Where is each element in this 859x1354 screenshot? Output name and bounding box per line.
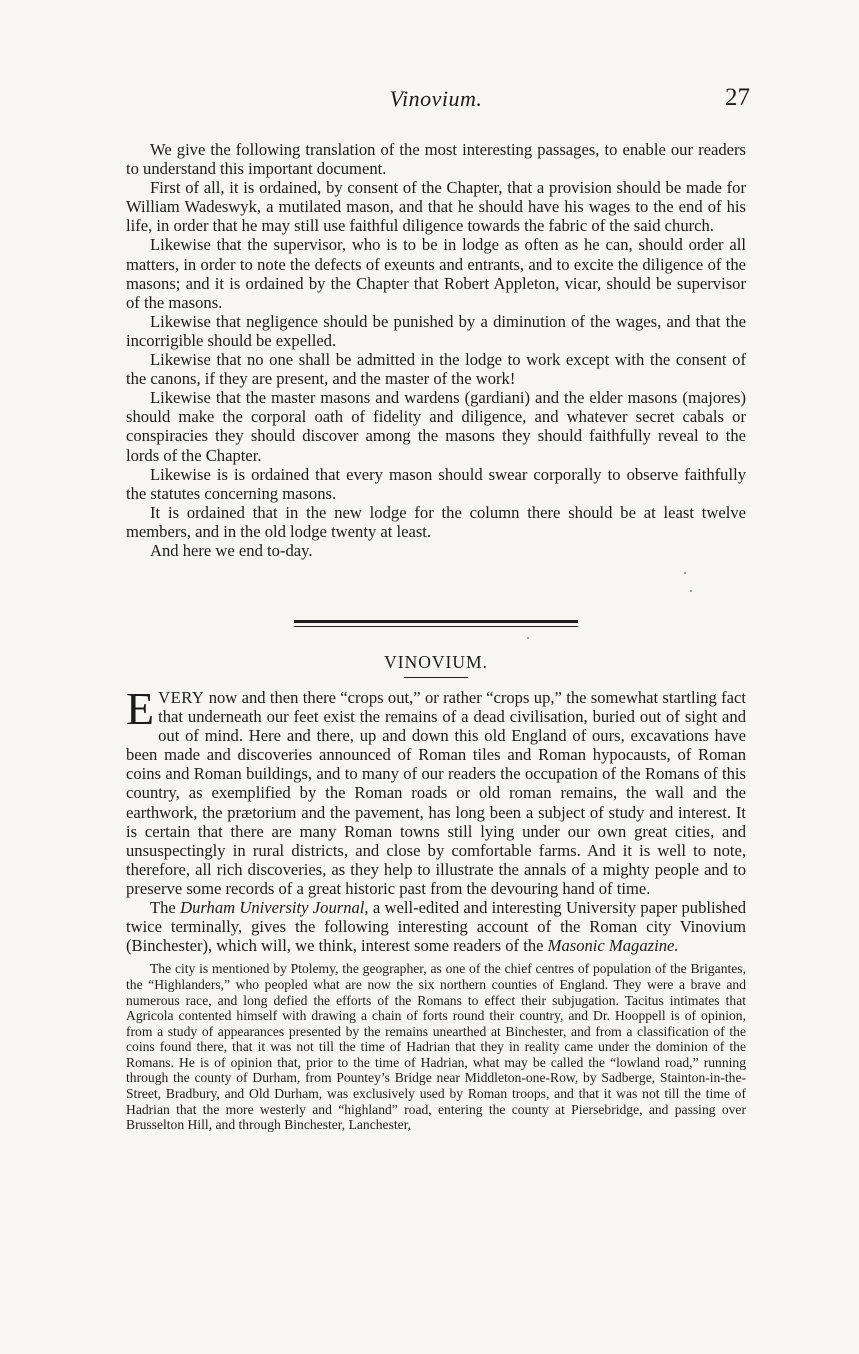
title-underline xyxy=(404,677,468,678)
article-body xyxy=(126,683,747,1133)
quote-paragraph: The city is mentioned by Ptolemy, the geographer, as one of the chief centres of population of the Brigantes, the “Highlanders,” who peopled what are now the six northern counties of England. They were a brave and numerous race, and long defied the efforts of the Romans to effect their subjugation. Tacitus intimates that Agricola contented himself with drawing a chain of forts round their country, and Dr. Hooppell is of opinion, from a study of appearances presented by the remains unearthed at Binchester, and from a classification of the coins found there, that it was not till the time of Hadrian that they in reality came under the dominion of the Romans. He is of opinion that, prior to the time of Hadrian, what may be called the “lowland road,” running through the county of Durham, from Pountey’s Bridge near Middleton-one-Row, by Sadberge, Stainton-in-the-Street, Bradbury, and Old Durham, was exclusively used by Roman troops, and that it was not till the time of Hadrian that the more westerly and “highland” road, entering the county at Piersebridge, and passing over Brusselton Hill, and through Binchester, Lanchester, xyxy=(126,961,746,1133)
running-head xyxy=(126,84,750,116)
translation-paragraph: Likewise that the supervisor, who is to be in lodge as often as he can, should order all matters, in order to note the defects of exeunts and entrants, and to excite the diligence of the masons; and it is ordained by the Chapter that Robert Appleton, vicar, should be supervisor of the masons. xyxy=(126,235,746,312)
print-speck xyxy=(527,637,529,639)
translation-paragraph: Likewise that the master masons and wardens (gardiani) and the elder masons (majores) should make the corporal oath of fidelity and diligence, and whatever secret cabals or conspiracies they should discover among the masons they should faithfully reveal to the lords of the Chapter. xyxy=(126,388,746,465)
drop-cap: E xyxy=(126,683,155,734)
translation-text xyxy=(126,140,746,560)
journal-name: Durham University Journal, xyxy=(180,898,369,918)
article-paragraph xyxy=(126,898,746,955)
print-speck xyxy=(690,590,692,592)
running-title: Vinovium. xyxy=(389,86,483,111)
translation-paragraph: Likewise is is ordained that every mason should swear corporally to observe faithfully the statutes concerning masons. xyxy=(126,464,746,503)
article-lead-paragraph xyxy=(126,683,746,898)
lead-text: now and then there “crops out,” or rather “crops up,” the somewhat startling fact that underneath our feet exist the remains of a dead civilisation, buried out of sight and out of mind. Here and there, up and down this old England of ours, excavations have been made and discoveries announced of Roman tiles and Roman hypocausts, of Roman coins and Roman buildings, and to many of our readers the occupation of the Romans of this country, as exemplified by the Roman roads or old roman remains, the wall and the earthwork, the prætorium and the pavement, has long been a subject of study and interest. It is certain that there are many Roman towns still lying under our own great cities, and unsuspectingly in rural districts, and close by comfortable farms. And it is well to note, therefore, all rich discoveries, as they help to illustrate the annals of a mighty people and to preserve some records of a great historic past from the devouring hand of time. xyxy=(126,688,746,898)
article-title: VINOVIUM. xyxy=(384,652,488,672)
translation-paragraph: First of all, it is ordained, by consent of the Chapter, that a provision should be made for William Wadeswyk, a mutilated mason, and that he should have his wages to the end of his life, in order that he may still use faithful diligence towards the fabric of the said church. xyxy=(126,178,746,236)
p2-start: The xyxy=(150,898,181,918)
divider-thick-rule xyxy=(294,620,578,623)
magazine-name: Masonic Magazine. xyxy=(547,936,679,956)
translation-paragraph: Likewise that negligence should be punished by a diminution of the wages, and that the incorrigible should be expelled. xyxy=(126,311,746,350)
lead-caps: VERY xyxy=(158,688,205,707)
translation-paragraph: We give the following translation of the most interesting passages, to enable our readers to understand this important document. xyxy=(126,140,746,179)
page-number: 27 xyxy=(725,84,750,111)
section-divider xyxy=(294,620,578,627)
divider-thin-rule xyxy=(294,626,578,627)
print-speck xyxy=(684,572,686,574)
translation-paragraph: Likewise that no one shall be admitted in the lodge to work except with the consent of the canons, if they are present, and the master of the work! xyxy=(126,350,746,389)
translation-paragraph: It is ordained that in the new lodge for the column there should be at least twelve members, and in the old lodge twenty at least. xyxy=(126,502,746,541)
quoted-extract xyxy=(126,961,746,1133)
translation-paragraph: And here we end to-day. xyxy=(150,540,313,560)
p2-mid: a well-edited and interesting University paper published twice terminally, gives the following interesting account of the Roman city Vinovium (Binchester), which will, we think, interest some readers of the xyxy=(126,898,747,956)
